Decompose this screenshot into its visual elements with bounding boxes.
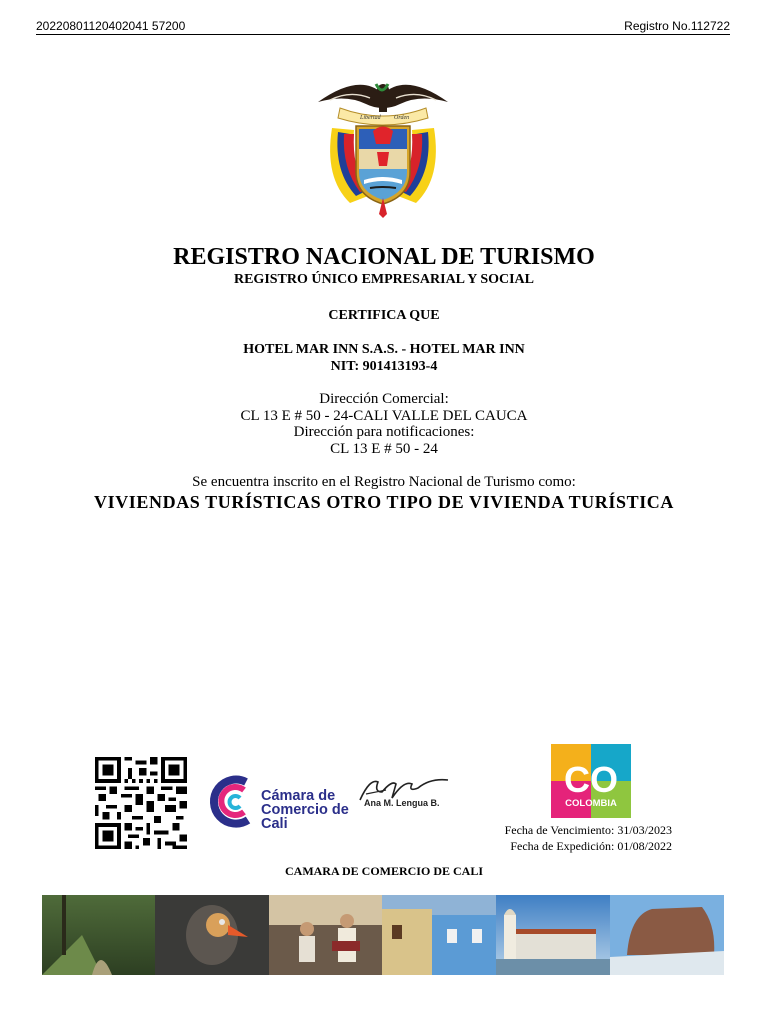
registro-number: Registro No.112722 xyxy=(624,19,730,33)
colonial-street-photo xyxy=(382,895,496,975)
expiration-date: Fecha de Vencimiento: 31/03/2023 xyxy=(504,823,672,837)
colombia-coat-of-arms-icon xyxy=(310,68,456,218)
cathedral-photo xyxy=(496,895,610,975)
camara-comercio-logo-text: Cámara de Comercio de Cali xyxy=(261,788,349,832)
company-name: HOTEL MAR INN S.A.S. - HOTEL MAR INN xyxy=(243,342,525,357)
certifies-heading: CERTIFICA QUE xyxy=(328,308,440,323)
dates-block xyxy=(505,822,672,854)
registration-statement: Se encuentra inscrito en el Registro Nacional de Turismo como: xyxy=(192,474,576,490)
commercial-address-label: Dirección Comercial: xyxy=(319,391,449,407)
commercial-address: CL 13 E # 50 - 24-CALI VALLE DEL CAUCA xyxy=(240,408,528,424)
rock-monolith-photo xyxy=(610,895,724,975)
colombia-brand-logo-icon xyxy=(551,744,631,818)
svg-text:Libertad: Libertad xyxy=(360,115,381,121)
musicians-photo xyxy=(269,895,382,975)
tourism-photo-banner xyxy=(42,895,724,975)
page-title: REGISTRO NACIONAL DE TURISMO xyxy=(173,244,595,270)
document-id: 20220801120402041 57200 xyxy=(36,19,186,33)
issue-date: Fecha de Expedición: 01/08/2022 xyxy=(510,839,672,853)
condor-photo xyxy=(155,895,269,975)
tourism-category: VIVIENDAS TURÍSTICAS OTRO TIPO DE VIVIENDA TURÍSTICA xyxy=(93,492,675,512)
page-subtitle: REGISTRO ÚNICO EMPRESARIAL Y SOCIAL xyxy=(233,272,534,287)
svg-text:COLOMBIA: COLOMBIA xyxy=(565,798,617,809)
qr-code-icon[interactable] xyxy=(93,757,189,849)
signature-name: Ana M. Lengua B. xyxy=(364,798,440,808)
issuer-name: CAMARA DE COMERCIO DE CALI xyxy=(284,864,483,878)
company-nit: NIT: 901413193-4 xyxy=(330,359,438,374)
notification-address: CL 13 E # 50 - 24 xyxy=(330,441,438,457)
document-header xyxy=(36,18,730,35)
svg-text:Orden: Orden xyxy=(394,115,410,121)
svg-text:CO: CO xyxy=(564,759,618,800)
forest-photo xyxy=(42,895,155,975)
notification-address-label: Dirección para notificaciones: xyxy=(293,424,475,440)
